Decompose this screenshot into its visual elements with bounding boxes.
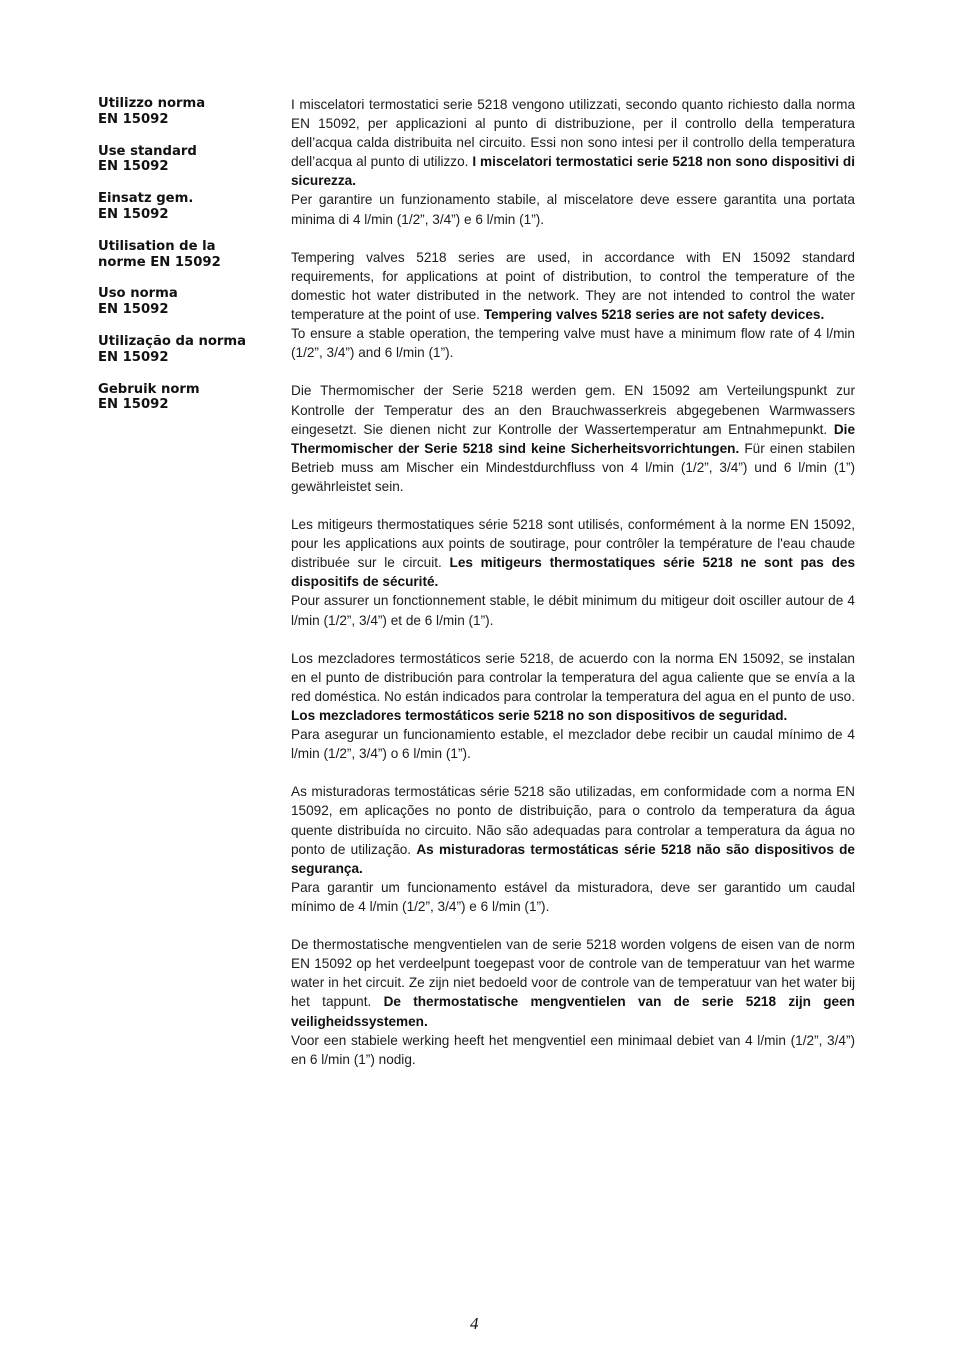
paragraph: To ensure a stable operation, the tempering valve must have a minimum flow rate of 4 l/min (1/2”, 3/4”) and 6 l/min (1”). [291, 326, 855, 361]
bold-text: As misturadoras termostáticas série 5218 não são dispositivos de segurança. [291, 841, 855, 876]
heading-spanish [98, 286, 283, 318]
paragraph [291, 935, 855, 1030]
text: As misturadoras termostáticas série 5218 são utilizadas, em conformidade com a norma EN 15092, em aplicações no ponto de distribuição, para o controlo da temperatura da água quente distribuída no circuito. Não são adequadas para controlar a temperatura da água no ponto de utilização. [291, 784, 855, 857]
paragraph: Per garantire un funzionamento stabile, al miscelatore deve essere garantita una portata minima di 4 l/min (1/2”, 3/4”) e 6 l/min (1”). [291, 192, 855, 227]
section-spanish [291, 649, 855, 764]
bold-text: De thermostatische mengventielen van de serie 5218 zijn geen veiligheidssystemen. [291, 994, 855, 1029]
heading-line: norme EN 15092 [98, 254, 221, 270]
paragraph [291, 782, 855, 877]
paragraph: Para asegurar un funcionamiento estable, el mezclador debe recibir un caudal mínimo de 4 l/min (1/2”, 3/4”) o 6 l/min (1”). [291, 727, 855, 762]
heading-line: Gebruik norm [98, 381, 200, 397]
heading-line: EN 15092 [98, 206, 169, 222]
heading-line: EN 15092 [98, 349, 169, 365]
section-french [291, 515, 855, 630]
text: Für einen stabilen Betrieb muss am Mischer ein Mindestdurchfluss von 4 l/min (1/2”, 3/4”) und 6 l/min (1”) gewährleistet sein. [291, 440, 856, 494]
text: Los mezcladores termostáticos serie 5218, de acuerdo con la norma EN 15092, se instalan en el punto de distribución para controlar la temperatura del agua caliente que se envía a la red doméstica. No están indicados para controlar la temperatura del agua en el punto de uso. [291, 650, 855, 704]
bold-text: I miscelatori termostatici serie 5218 non sono dispositivi di sicurezza. [291, 154, 855, 189]
text: De thermostatische mengventielen van de serie 5218 worden volgens de eisen van de norm EN 15092 op het verdeelpunt toegepast voor de controle van de temperatuur van het warme water in het circuit. Ze zijn niet bedoeld voor de controle van de temperatuur van het water bij het tappunt. [291, 937, 855, 1010]
section-english [291, 248, 855, 363]
sidebar-headings [98, 96, 283, 413]
text: Die Thermomischer der Serie 5218 werden gem. EN 15092 am Verteilungspunkt zur Kontrolle der Temperatur des an den Brauchwasserkreis abgegebenen Warmwassers eingesetzt. Sie dienen nicht zur Kontrolle der Wassertemperatur am Entnahmepunkt. [291, 383, 855, 437]
heading-line: Utilisation de la [98, 238, 216, 254]
paragraph: Pour assurer un fonctionnement stable, le débit minimum du mitigeur doit osciller autour de 4 l/min (1/2”, 3/4”) et de 6 l/min (1”). [291, 593, 855, 628]
heading-line: Utilizzo norma [98, 96, 206, 111]
body-text [291, 95, 855, 1088]
heading-line: EN 15092 [98, 159, 169, 175]
paragraph [291, 95, 855, 190]
paragraph [291, 248, 855, 324]
heading-portuguese [98, 334, 283, 366]
heading-line: Use standard [98, 143, 197, 159]
section-dutch [291, 935, 855, 1069]
heading-line: Utilização da norma [98, 333, 247, 349]
page-number: 4 [470, 1314, 479, 1333]
heading-line: Einsatz gem. [98, 191, 194, 207]
section-portuguese [291, 782, 855, 916]
paragraph: Voor een stabiele werking heeft het mengventiel een minimaal debiet van 4 l/min (1/2”, 3/4”) en 6 l/min (1”) nodig. [291, 1032, 855, 1067]
heading-line: EN 15092 [98, 111, 169, 127]
text: Les mitigeurs thermostatiques série 5218 sont utilisés, conformément à la norme EN 15092, pour les applications aux points de soutirage, pour contrôler la température de l'eau chaude distribuée sur le circuit. [291, 517, 855, 571]
bold-text: Les mitigeurs thermostatiques série 5218 ne sont pas des dispositifs de sécurité. [291, 555, 856, 590]
text: Tempering valves 5218 series are used, in accordance with EN 15092 standard requirements, for applications at point of distribution, to control the temperature of the domestic hot water distributed in the network. They are not intended to control the water temperature at the point of use. [291, 249, 855, 323]
paragraph [291, 381, 855, 496]
section-german [291, 381, 855, 496]
heading-dutch [98, 382, 283, 414]
heading-line: Uso norma [98, 286, 178, 302]
heading-line: EN 15092 [98, 302, 169, 318]
heading-line: EN 15092 [98, 397, 169, 413]
paragraph: Para garantir um funcionamento estável da misturadora, deve ser garantido um caudal mínimo de 4 l/min (1/2”, 3/4”) e 6 l/min (1”). [291, 879, 855, 914]
bold-text: Die Thermomischer der Serie 5218 sind keine Sicherheitsvorrichtungen. [291, 421, 855, 456]
heading-german [98, 191, 283, 223]
heading-italian [98, 96, 283, 128]
paragraph [291, 649, 855, 725]
heading-french [98, 239, 283, 271]
bold-text: Tempering valves 5218 series are not safety devices. [483, 307, 825, 323]
text: I miscelatori termostatici serie 5218 vengono utilizzati, secondo quanto richiesto dalla norma EN 15092, per applicazioni al punto di distribuzione, per il controllo della temperatura dell’acqua calda distribuita nel circuito. Essi non sono intesi per il controllo della temperatura dell’acqua al punto di utilizzo. [291, 97, 855, 170]
heading-english [98, 144, 283, 176]
section-italian [291, 95, 855, 229]
bold-text: Los mezcladores termostáticos serie 5218 no son dispositivos de seguridad. [291, 708, 788, 723]
paragraph [291, 515, 855, 591]
